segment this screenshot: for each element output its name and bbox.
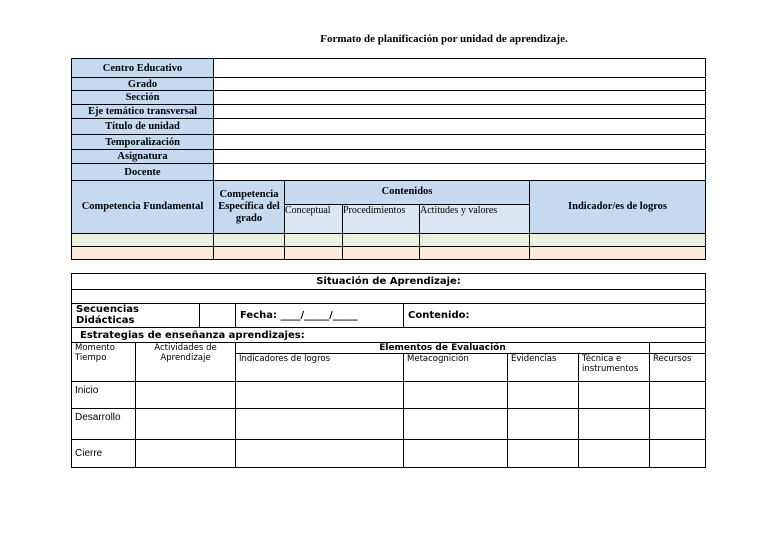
header-contenidos: Contenidos (285, 181, 530, 205)
value-eje-tematico[interactable] (214, 105, 706, 119)
header-competencia-especifica: Competencia Específica del grado (214, 181, 285, 234)
header-elementos-evaluacion: Elementos de Evaluación (236, 343, 650, 354)
cell[interactable] (508, 409, 579, 440)
contenido-label: Contenido: (404, 304, 706, 328)
cell[interactable] (404, 382, 508, 409)
cell[interactable] (530, 247, 706, 260)
value-temporalizacion[interactable] (214, 135, 706, 150)
learning-situation-table (71, 273, 706, 468)
cell[interactable] (343, 247, 420, 260)
value-docente[interactable] (214, 164, 706, 181)
cell[interactable] (420, 234, 530, 247)
cell[interactable] (136, 409, 236, 440)
cell[interactable] (236, 440, 404, 468)
header-indicadores-logros: Indicadores de logros (236, 354, 404, 382)
table-row (72, 409, 706, 440)
cell[interactable] (404, 409, 508, 440)
label-titulo-unidad: Título de unidad (72, 119, 214, 135)
cell[interactable] (508, 440, 579, 468)
table-row (72, 247, 706, 260)
value-grado[interactable] (214, 78, 706, 91)
header-momento-tiempo: Momento Tiempo (72, 343, 136, 382)
page-title: Formato de planificación por unidad de aprendizaje. (320, 33, 568, 45)
label-temporalizacion: Temporalización (72, 135, 214, 150)
table-row (72, 440, 706, 468)
table-row (72, 382, 706, 409)
label-eje-tematico: Eje temático transversal (72, 105, 214, 119)
cell[interactable] (236, 382, 404, 409)
value-titulo-unidad[interactable] (214, 119, 706, 135)
secuencias-value[interactable] (200, 304, 236, 328)
label-seccion: Sección (72, 91, 214, 105)
header-recursos: Recursos (650, 354, 706, 382)
label-centro-educativo: Centro Educativo (72, 59, 214, 78)
situacion-aprendizaje-value[interactable] (72, 290, 706, 304)
row-label-desarrollo: Desarrollo (72, 409, 136, 440)
label-asignatura: Asignatura (72, 150, 214, 164)
cell[interactable] (136, 382, 236, 409)
header-evidencias: Evidencias (508, 354, 579, 382)
header-metacognicion: Metacognición (404, 354, 508, 382)
table-row (72, 234, 706, 247)
cell[interactable] (404, 440, 508, 468)
cell (650, 343, 706, 354)
cell[interactable] (530, 234, 706, 247)
fecha-field[interactable]: Fecha: ____/_____/_____ (236, 304, 404, 328)
cell[interactable] (343, 234, 420, 247)
cell[interactable] (579, 409, 650, 440)
header-actitudes: Actitudes y valores (420, 205, 530, 234)
label-docente: Docente (72, 164, 214, 181)
header-conceptual: Conceptual (285, 205, 343, 234)
cell[interactable] (136, 440, 236, 468)
cell[interactable] (72, 234, 214, 247)
header-procedimientos: Procedimientos (343, 205, 420, 234)
header-competencia-fundamental: Competencia Fundamental (72, 181, 214, 234)
cell[interactable] (650, 440, 706, 468)
value-asignatura[interactable] (214, 150, 706, 164)
cell[interactable] (285, 247, 343, 260)
label-grado: Grado (72, 78, 214, 91)
header-actividades: Actividades de Aprendizaje (136, 343, 236, 382)
situacion-aprendizaje-header: Situación de Aprendizaje: (72, 274, 706, 290)
secuencias-didacticas-label: Secuencias Didácticas (72, 304, 200, 328)
row-label-inicio: Inicio (72, 382, 136, 409)
cell[interactable] (650, 409, 706, 440)
unit-info-table (71, 58, 706, 260)
cell[interactable] (650, 382, 706, 409)
header-tecnica-instrumentos: Técnica e instrumentos (579, 354, 650, 382)
cell[interactable] (214, 234, 285, 247)
cell[interactable] (72, 247, 214, 260)
cell[interactable] (236, 409, 404, 440)
value-seccion[interactable] (214, 91, 706, 105)
row-label-cierre: Cierre (72, 440, 136, 468)
cell[interactable] (420, 247, 530, 260)
cell[interactable] (508, 382, 579, 409)
cell[interactable] (285, 234, 343, 247)
cell[interactable] (579, 382, 650, 409)
cell[interactable] (214, 247, 285, 260)
cell[interactable] (579, 440, 650, 468)
estrategias-label: Estrategias de enseñanza aprendizajes: (72, 328, 706, 343)
value-centro-educativo[interactable] (214, 59, 706, 78)
header-indicadores: Indicador/es de logros (530, 181, 706, 234)
